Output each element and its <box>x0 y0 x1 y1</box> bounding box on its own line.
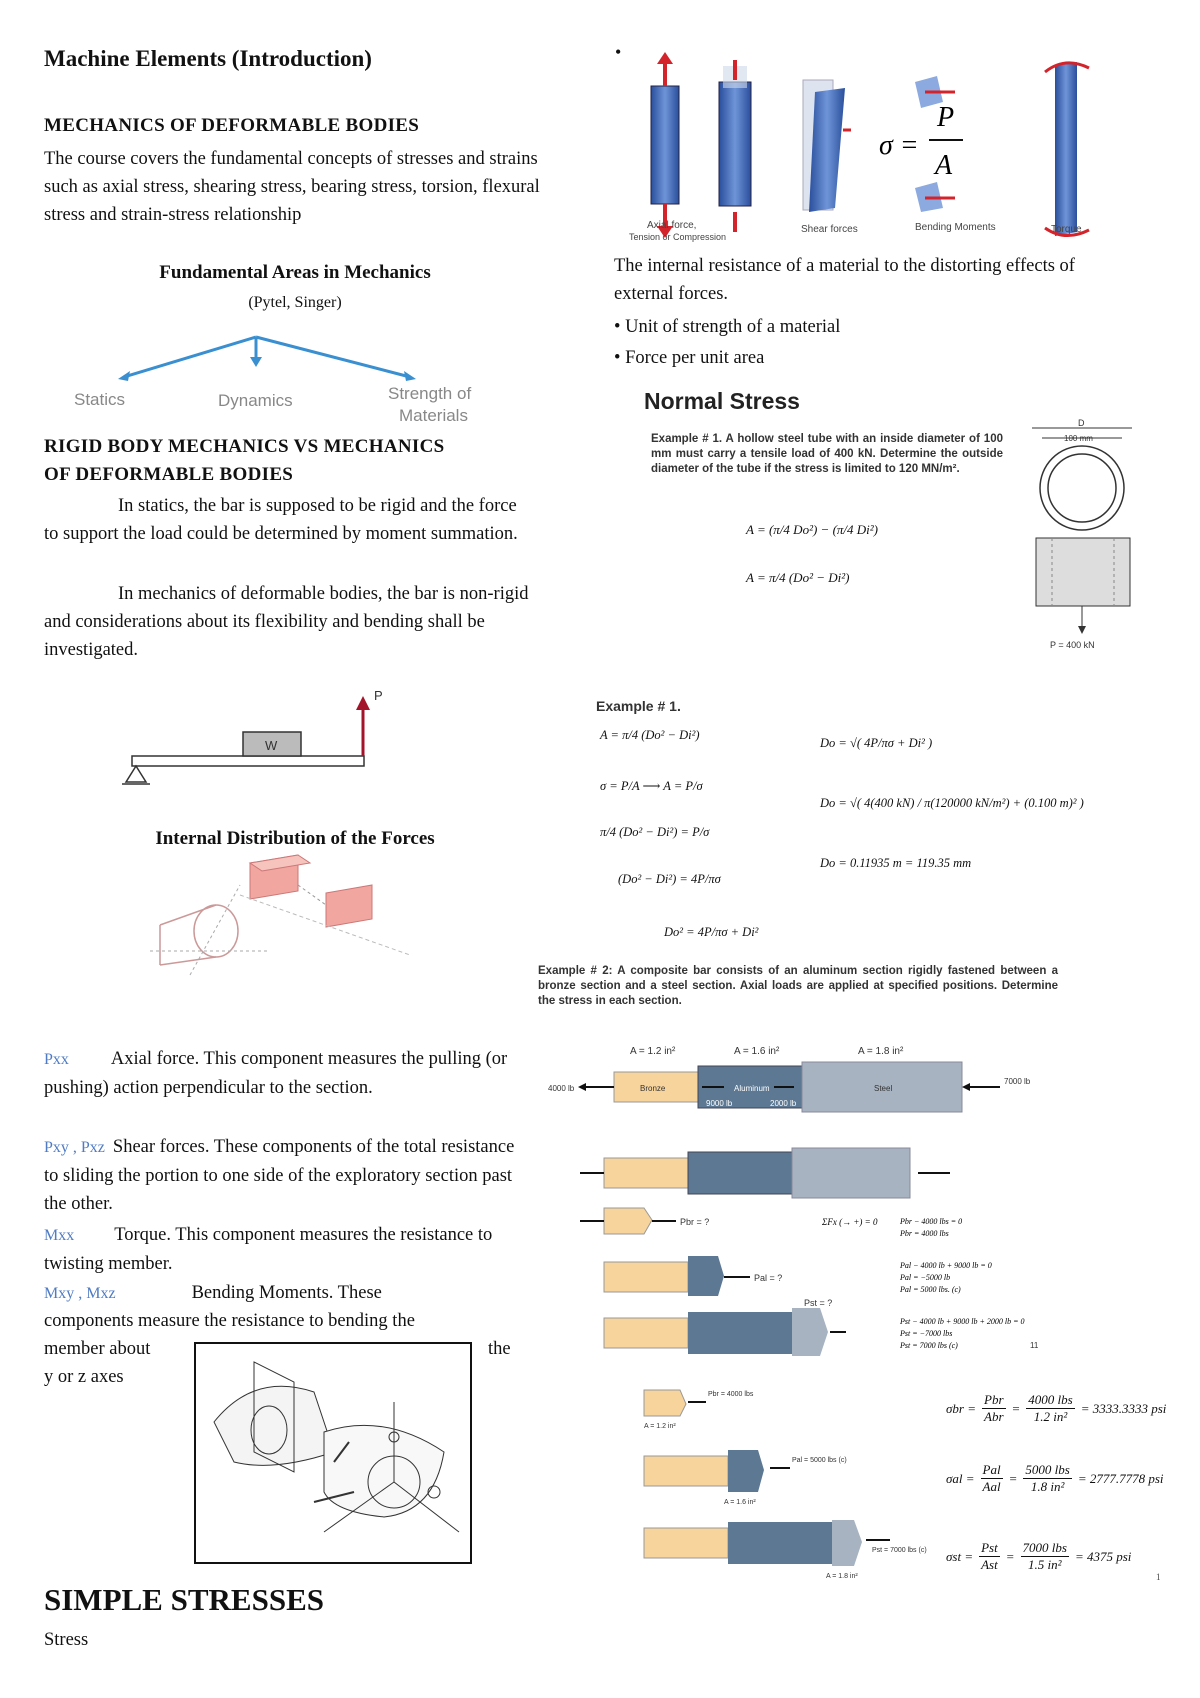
stress-definition: The internal resistance of a material to the distorting effects of external forces. <box>614 256 1075 304</box>
member-section-figure <box>194 1342 472 1564</box>
composite-bar-diagrams <box>540 1040 1080 1360</box>
result-pbr: Pbr = 4000 lbs <box>708 1391 754 1398</box>
rigid-heading-line2: OF DEFORMABLE BODIES <box>44 464 294 485</box>
component-torque: Mxx Torque. This component measures the resistance to twisting member. <box>44 1225 493 1274</box>
eq-3: Pal − 4000 lb + 9000 lb = 0 <box>900 1261 992 1270</box>
mechanics-tree-diagram <box>74 325 490 425</box>
label-tension-compression: Tension or Compression <box>629 232 727 242</box>
symbol-pxy-pxz: Pxy , Pxz <box>44 1139 105 1156</box>
beam-figure <box>122 688 392 788</box>
fundamental-areas-heading: Fundamental Areas in Mechanics <box>159 262 431 283</box>
example1-solution-heading: Example # 1. <box>596 698 681 714</box>
stress-label: Stress <box>44 1630 89 1650</box>
eq-8: Pst = 7000 lbs (c) <box>900 1341 958 1350</box>
internal-forces-sketch <box>150 855 430 985</box>
example2-problem: Example # 2: A composite bar consists of an aluminum section rigidly fastened between a bronze section and a steel section. Axial loads are applied at specified positions. Determine the stress in each section. <box>538 965 1058 1007</box>
eq-sum: ΣFx (→ +) = 0 <box>822 1217 878 1227</box>
solution-left-2: σ = P/A ⟶ A = P/σ <box>600 779 703 793</box>
result-pal: Pal = 5000 lbs (c) <box>792 1457 847 1464</box>
label-axial: Axial force, <box>647 220 697 231</box>
page-title: Machine Elements (Introduction) <box>44 46 372 71</box>
component-shear: Pxy , Pxz Shear forces. These components of the total resistance to sliding the portion to one side of the exploratory section past the other. <box>44 1137 515 1214</box>
bending-continuation-2a: member about <box>44 1339 151 1359</box>
bar1-load-7000: 7000 lb <box>1004 1077 1031 1086</box>
symbol-mxx: Mxx <box>44 1227 75 1244</box>
solution-left-4: (Do² − Di²) = 4P/πσ <box>618 872 721 886</box>
tube-dim-label: 100 mm <box>1064 434 1093 443</box>
area-equation-1: A = (π/4 Do²) − (π/4 Di²) <box>746 522 878 537</box>
tree-label-materials: Materials <box>399 406 468 425</box>
eq-5: Pal = 5000 lbs. (c) <box>900 1285 961 1294</box>
eq-1: Pbr − 4000 lbs = 0 <box>900 1217 963 1226</box>
solution-left-3: π/4 (Do² − Di²) = P/σ <box>600 825 710 839</box>
bending-continuation-1: components measure the resistance to bending the <box>44 1311 415 1331</box>
stress-result-bronze: σbr = Pbr Abr = 4000 lbs 1.2 in² = 3333.3333 psi <box>946 1392 1167 1424</box>
stress-formula-a: A <box>935 150 953 181</box>
stress-formula-p: P <box>937 102 955 133</box>
eq-4: Pal = −5000 lb <box>900 1273 951 1282</box>
fbd-pbr: Pbr = ? <box>680 1217 710 1227</box>
bar1-steel: Steel <box>874 1084 893 1093</box>
example1-problem: Example # 1. A hollow steel tube with an inside diameter of 100 mm must carry a tensile load of 400 kN. Determine the outside diameter of the tube if the stress is limited to 120 MN/m². <box>651 433 1003 475</box>
label-torque: Torque <box>1051 224 1082 235</box>
bar1-load-4000: 4000 lb <box>548 1084 575 1093</box>
area-steel: A = 1.8 in² <box>858 1046 904 1057</box>
deformable-paragraph: In mechanics of deformable bodies, the bar is non-rigid and considerations about its flexibility and bending shall be investigated. <box>44 584 529 660</box>
simple-stresses-heading: SIMPLE STRESSES <box>44 1582 324 1617</box>
result-a-steel: A = 1.8 in² <box>826 1573 858 1580</box>
bar1-load-9000: 9000 lb <box>706 1099 733 1108</box>
internal-distribution-heading: Internal Distribution of the Forces <box>155 828 435 849</box>
rigid-heading-line1: RIGID BODY MECHANICS VS MECHANICS <box>44 436 445 457</box>
hollow-tube-figure <box>1030 420 1140 650</box>
bending-continuation-3: y or z axes <box>44 1367 124 1387</box>
bullet-force-area: • Force per unit area <box>614 348 765 368</box>
statics-paragraph: In statics, the bar is supposed to be rigid and the force to support the load could be determined by moment summation. <box>44 496 518 544</box>
course-description: The course covers the fundamental concepts of stresses and strains such as axial stress, shearing stress, bearing stress, torsion, flexural stress and strain-stress relationship <box>44 149 540 225</box>
eq-7: Pst = −7000 lbs <box>900 1329 953 1338</box>
eq-2: Pbr = 4000 lbs <box>900 1229 949 1238</box>
symbol-pxx: Pxx <box>44 1051 69 1068</box>
section-heading-mechanics: MECHANICS OF DEFORMABLE BODIES <box>44 115 420 136</box>
solution-right-2: Do = √( 4(400 kN) / π(120000 kN/m²) + (0.100 m)² ) <box>820 796 1084 810</box>
stress-result-bars <box>640 1380 960 1580</box>
solution-right-3: Do = 0.11935 m = 119.35 mm <box>820 856 972 870</box>
tube-load-label: P = 400 kN <box>1050 640 1095 650</box>
label-shear: Shear forces <box>801 224 858 235</box>
result-a-aluminum: A = 1.6 in² <box>724 1499 756 1506</box>
tube-d-label: D <box>1078 418 1085 428</box>
area-bronze: A = 1.2 in² <box>630 1046 676 1057</box>
normal-stress-heading: Normal Stress <box>644 388 800 414</box>
result-a-bronze: A = 1.2 in² <box>644 1423 676 1430</box>
bullet-dot: • <box>615 42 622 62</box>
solution-left-5: Do² = 4P/πσ + Di² <box>664 925 759 939</box>
stress-result-aluminum: σal = Pal Aal = 5000 lbs 1.8 in² = 2777.7778 psi <box>946 1462 1164 1494</box>
bar1-load-2000: 2000 lb <box>770 1099 797 1108</box>
component-bending: Mxy , Mxz Bending Moments. These <box>44 1283 382 1303</box>
load-types-figure <box>625 52 1105 248</box>
component-axial: Pxx Axial force. This component measures the pulling (or pushing) action perpendicular to the section. <box>44 1049 508 1098</box>
label-bending: Bending Moments <box>915 222 996 233</box>
fbd-pal: Pal = ? <box>754 1273 783 1283</box>
bending-continuation-2b: the <box>488 1339 511 1359</box>
tree-label-dynamics: Dynamics <box>218 391 293 410</box>
fbd-pst: Pst = ? <box>804 1298 833 1308</box>
bar1-aluminum: Aluminum <box>734 1084 770 1093</box>
corner-mark: 1 <box>1156 1572 1161 1582</box>
eq-6: Pst − 4000 lb + 9000 lb + 2000 lb = 0 <box>900 1317 1025 1326</box>
beam-weight-label: W <box>265 738 278 753</box>
bullet-strength: • Unit of strength of a material <box>614 317 841 337</box>
area-aluminum: A = 1.6 in² <box>734 1046 780 1057</box>
slide-number: 11 <box>1030 1341 1039 1350</box>
fundamental-areas-source: (Pytel, Singer) <box>248 294 342 311</box>
area-equation-2: A = π/4 (Do² − Di²) <box>746 570 850 585</box>
result-pst: Pst = 7000 lbs (c) <box>872 1547 927 1554</box>
solution-left-1: A = π/4 (Do² − Di²) <box>600 728 700 742</box>
symbol-mxy-mxz: Mxy , Mxz <box>44 1285 116 1302</box>
bar1-bronze: Bronze <box>640 1084 666 1093</box>
tree-label-strength: Strength of <box>388 384 472 403</box>
stress-formula-sigma: σ = <box>879 130 919 161</box>
solution-right-1: Do = √( 4P/πσ + Di² ) <box>820 736 933 750</box>
tree-label-statics: Statics <box>74 390 126 409</box>
stress-result-steel: σst = Pst Ast = 7000 lbs 1.5 in² = 4375 psi <box>946 1540 1132 1572</box>
beam-force-label: P <box>374 688 383 703</box>
